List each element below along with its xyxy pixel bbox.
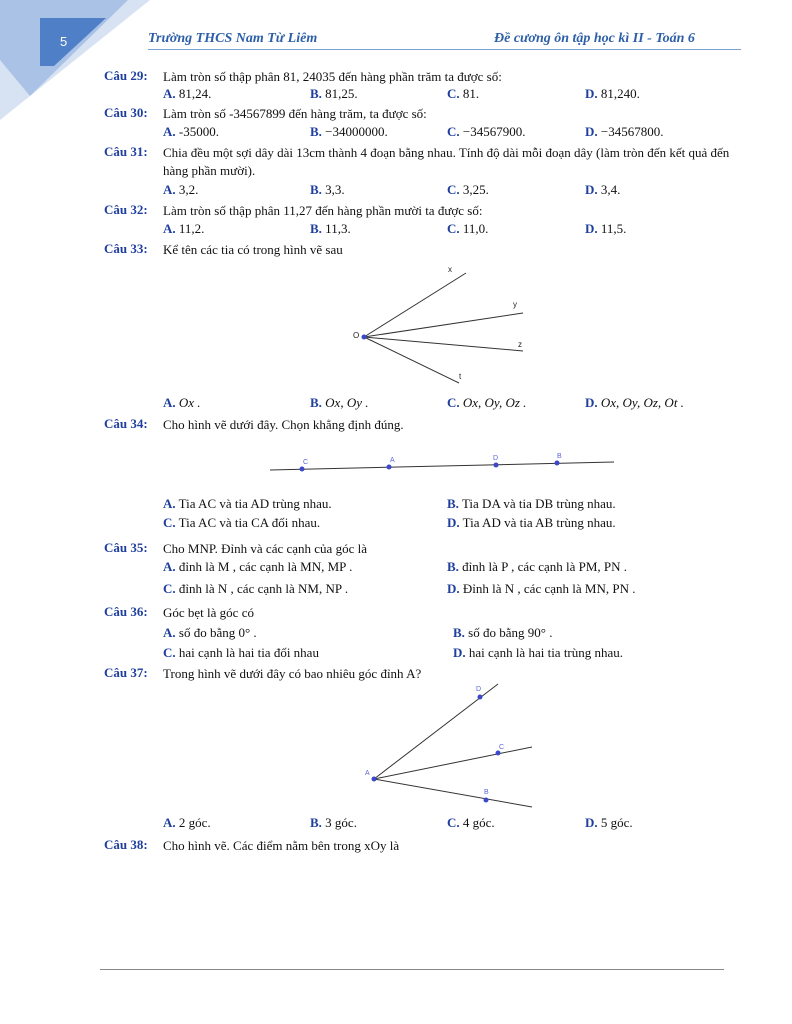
question-text: Góc bẹt là góc có [163,605,254,620]
header-divider [148,49,741,50]
question-number: Câu 34: [104,416,148,431]
rays-figure [340,262,540,388]
point-o [362,335,367,340]
label-c: C [303,459,309,466]
line-points-figure [266,450,618,478]
ray-oy [364,313,523,337]
option-b: B. số đo bằng 90° . [453,625,553,640]
ray-ac [374,747,532,779]
question-text: Làm tròn số -34567899 đến hàng trăm, ta được số: [163,106,427,121]
point-a [387,465,392,470]
label-x: x [448,265,452,274]
label-t: t [459,372,462,381]
option-c: C. 3,25. [447,182,489,197]
label-y: y [513,300,517,309]
question-text: Chia đều một sợi dây dài 13cm thành 4 đoạn bằng nhau. Tính độ dài mỗi đoạn dây (làm tròn đến kết quả đến hàng phần mười). [163,145,730,178]
label-a: A [365,770,370,777]
option-d: D. 81,240. [585,86,640,101]
question-text: Cho hình vẽ dưới đây. Chọn khẳng định đúng. [163,417,404,432]
label-a: A [390,457,395,464]
option-b: B. 81,25. [310,86,358,101]
option-d: D. hai cạnh là hai tia trùng nhau. [453,645,624,660]
question-text: Kể tên các tia có trong hình vẽ sau [163,242,343,257]
option-b: B. 3,3. [310,182,345,197]
option-b: B. đỉnh là P , các cạnh là PM, PN . [447,559,628,574]
option-c: C. Ox, Oy, Oz . [447,395,527,410]
label-c: C [499,744,505,751]
option-b: B. 3 góc. [310,815,357,830]
option-d: D. Đỉnh là N , các cạnh là MN, PN . [447,581,636,596]
option-a: A. 2 góc. [163,815,211,830]
option-c: C. hai cạnh là hai tia đối nhau [163,645,319,660]
question-number: Câu 31: [104,144,148,159]
ray-ab [374,779,532,807]
option-a: A. 3,2. [163,182,199,197]
question-number: Câu 35: [104,540,148,555]
option-d: D. −34567800. [585,124,664,139]
label-d: D [493,455,499,462]
option-a: A. đỉnh là M , các cạnh là MN, MP . [163,559,353,574]
point-a [372,777,377,782]
question-text: Cho hình vẽ. Các điểm nằm bên trong xOy là [163,838,400,853]
label-d: D [476,686,482,693]
option-a: A. 11,2. [163,221,205,236]
option-d: D. Tia AD và tia AB trùng nhau. [447,515,616,530]
option-c: C. 4 góc. [447,815,495,830]
option-a: A. số đo bằng 0° . [163,625,257,640]
option-b: B. Tia DA và tia DB trùng nhau. [447,496,616,511]
point-d [478,695,483,700]
question-text: Làm tròn số thập phân 81, 24035 đến hàng phần trăm ta được số: [163,69,502,84]
option-a: A. Tia AC và tia AD trùng nhau. [163,496,332,511]
school-name: Trường THCS Nam Từ Liêm [148,31,318,46]
point-c [300,467,305,472]
question-number: Câu 29: [104,68,148,83]
option-c: C. đỉnh là N , các cạnh là NM, NP . [163,581,349,596]
line-cadb [270,462,614,470]
option-b: B. Ox, Oy . [310,395,369,410]
option-c: C. Tia AC và tia CA đối nhau. [163,515,321,530]
question-number: Câu 38: [104,837,148,852]
question-number: Câu 33: [104,241,148,256]
page-number: 5 [60,34,68,49]
footer-divider [100,969,724,970]
question-text: Làm tròn số thập phân 11,27 đến hàng phần mười ta được số: [163,203,483,218]
option-a: A. -35000. [163,124,219,139]
label-b: B [557,453,562,460]
question-number: Câu 32: [104,202,148,217]
option-d: D. 5 góc. [585,815,633,830]
label-b: B [484,789,489,796]
option-c: C. 11,0. [447,221,489,236]
option-d: D. Ox, Oy, Oz, Ot . [585,395,684,410]
angles-figure [360,680,540,810]
option-a: A. 81,24. [163,86,212,101]
point-d [494,463,499,468]
question-number: Câu 30: [104,105,148,120]
option-b: B. 11,3. [310,221,351,236]
option-d: D. 11,5. [585,221,627,236]
question-text: Trong hình vẽ dưới đây có bao nhiêu góc đỉnh A? [163,666,422,681]
point-b [555,461,560,466]
option-b: B. −34000000. [310,124,388,139]
point-c [496,751,501,756]
question-number: Câu 36: [104,604,148,619]
option-c: C. −34567900. [447,124,526,139]
page-corner-decoration [0,0,150,120]
option-c: C. 81. [447,86,480,101]
ray-ox [364,273,466,337]
point-b [484,798,489,803]
label-o: O [353,331,360,340]
option-a: A. Ox . [163,395,201,410]
label-z: z [518,340,522,349]
option-d: D. 3,4. [585,182,621,197]
question-number: Câu 37: [104,665,148,680]
question-text: Cho MNP. Đỉnh và các cạnh của góc là [163,541,367,556]
document-title: Đề cương ôn tập học kì II - Toán 6 [494,31,695,46]
